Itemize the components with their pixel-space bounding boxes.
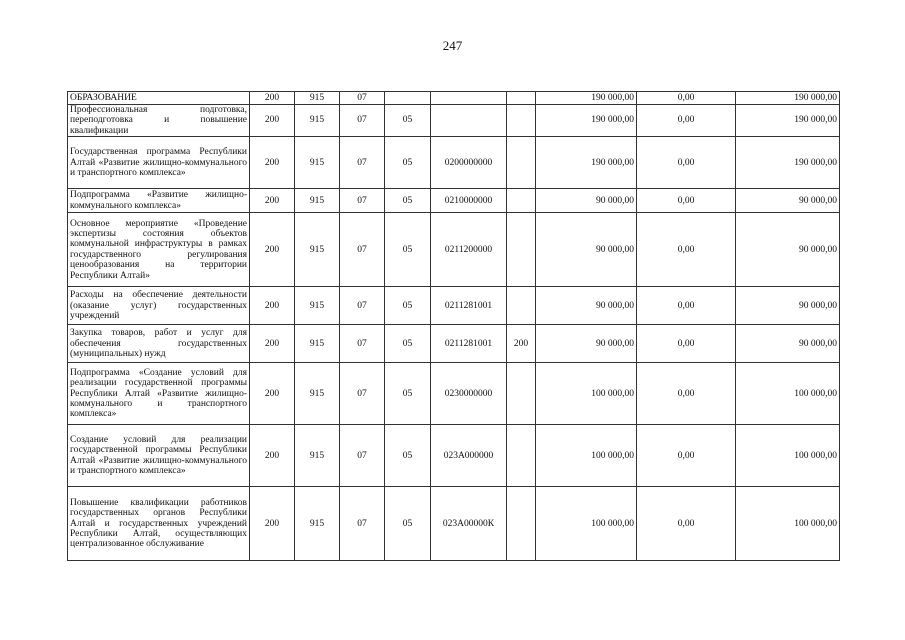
cell-subsection: 05 xyxy=(385,363,431,425)
cell-ministry: 915 xyxy=(295,487,340,561)
cell-ministry: 915 xyxy=(295,105,340,137)
cell-section: 07 xyxy=(340,189,385,213)
cell-ministry: 915 xyxy=(295,92,340,105)
cell-target: 0200000000 xyxy=(431,137,507,189)
cell-amount-3: 100 000,00 xyxy=(736,425,840,487)
cell-amount-2: 0,00 xyxy=(637,425,736,487)
cell-amount-3: 90 000,00 xyxy=(736,189,840,213)
cell-code: 200 xyxy=(250,287,295,325)
cell-code: 200 xyxy=(250,363,295,425)
cell-amount-2: 0,00 xyxy=(637,325,736,363)
row-name: Повышение квалификации работников государственных органов Республики Алтай и государственных учреждений Республики Алтай, осуществляющих централизованное обслуживание xyxy=(68,487,250,561)
cell-amount-3: 190 000,00 xyxy=(736,105,840,137)
cell-subsection: 05 xyxy=(385,325,431,363)
cell-amount-3: 90 000,00 xyxy=(736,213,840,287)
cell-amount-1: 100 000,00 xyxy=(536,363,637,425)
row-name: Основное мероприятие «Проведение экспертизы состояния объектов коммунальной инфраструктуры в рамках государственного регулирования ценообразования на территории Республики Алтай» xyxy=(68,213,250,287)
cell-code: 200 xyxy=(250,92,295,105)
row-name: Профессиональная подготовка, переподготовка и повышение квалификации xyxy=(68,105,250,137)
cell-amount-3: 190 000,00 xyxy=(736,92,840,105)
table-row xyxy=(68,487,840,561)
cell-amount-2: 0,00 xyxy=(637,105,736,137)
table-row xyxy=(68,363,840,425)
row-name: Создание условий для реализации государственной программы Республики Алтай «Развитие жилищно-коммунального и транспортного комплекса» xyxy=(68,425,250,487)
cell-ministry: 915 xyxy=(295,189,340,213)
cell-ministry: 915 xyxy=(295,137,340,189)
budget-table xyxy=(67,91,840,561)
cell-subsection: 05 xyxy=(385,425,431,487)
cell-amount-3: 190 000,00 xyxy=(736,137,840,189)
cell-amount-1: 100 000,00 xyxy=(536,425,637,487)
cell-subsection: 05 xyxy=(385,487,431,561)
cell-target: 0211281001 xyxy=(431,325,507,363)
cell-code: 200 xyxy=(250,325,295,363)
cell-ministry: 915 xyxy=(295,425,340,487)
cell-section: 07 xyxy=(340,92,385,105)
cell-expense-type xyxy=(507,137,536,189)
cell-section: 07 xyxy=(340,287,385,325)
cell-expense-type xyxy=(507,287,536,325)
cell-subsection: 05 xyxy=(385,137,431,189)
cell-expense-type xyxy=(507,213,536,287)
table-row xyxy=(68,137,840,189)
table-row xyxy=(68,325,840,363)
cell-amount-2: 0,00 xyxy=(637,137,736,189)
cell-code: 200 xyxy=(250,137,295,189)
cell-subsection: 05 xyxy=(385,105,431,137)
cell-target xyxy=(431,92,507,105)
table-row xyxy=(68,105,840,137)
cell-expense-type: 200 xyxy=(507,325,536,363)
cell-ministry: 915 xyxy=(295,287,340,325)
cell-amount-1: 190 000,00 xyxy=(536,92,637,105)
cell-subsection: 05 xyxy=(385,189,431,213)
cell-code: 200 xyxy=(250,425,295,487)
cell-amount-3: 90 000,00 xyxy=(736,287,840,325)
cell-target: 0211200000 xyxy=(431,213,507,287)
cell-section: 07 xyxy=(340,105,385,137)
cell-section: 07 xyxy=(340,425,385,487)
cell-code: 200 xyxy=(250,105,295,137)
cell-amount-1: 90 000,00 xyxy=(536,213,637,287)
cell-expense-type xyxy=(507,487,536,561)
row-name: Подпрограмма «Развитие жилищно-коммунального комплекса» xyxy=(68,189,250,213)
cell-amount-3: 100 000,00 xyxy=(736,363,840,425)
table-row xyxy=(68,92,840,105)
cell-amount-2: 0,00 xyxy=(637,487,736,561)
cell-code: 200 xyxy=(250,487,295,561)
cell-target: 023А00000К xyxy=(431,487,507,561)
cell-expense-type xyxy=(507,92,536,105)
cell-amount-1: 90 000,00 xyxy=(536,287,637,325)
table-row xyxy=(68,287,840,325)
cell-subsection xyxy=(385,92,431,105)
cell-amount-2: 0,00 xyxy=(637,213,736,287)
cell-amount-3: 100 000,00 xyxy=(736,487,840,561)
cell-target: 0230000000 xyxy=(431,363,507,425)
table-row xyxy=(68,213,840,287)
cell-amount-1: 190 000,00 xyxy=(536,105,637,137)
cell-amount-2: 0,00 xyxy=(637,189,736,213)
cell-amount-1: 90 000,00 xyxy=(536,189,637,213)
table-row xyxy=(68,425,840,487)
cell-target: 023А000000 xyxy=(431,425,507,487)
cell-amount-2: 0,00 xyxy=(637,287,736,325)
row-name: ОБРАЗОВАНИЕ xyxy=(68,92,250,105)
cell-subsection: 05 xyxy=(385,287,431,325)
cell-target xyxy=(431,105,507,137)
cell-amount-2: 0,00 xyxy=(637,363,736,425)
row-name: Государственная программа Республики Алтай «Развитие жилищно-коммунального и транспортного комплекса» xyxy=(68,137,250,189)
cell-target: 0211281001 xyxy=(431,287,507,325)
cell-subsection: 05 xyxy=(385,213,431,287)
cell-expense-type xyxy=(507,425,536,487)
cell-code: 200 xyxy=(250,189,295,213)
cell-code: 200 xyxy=(250,213,295,287)
cell-amount-3: 90 000,00 xyxy=(736,325,840,363)
page-number: 247 xyxy=(442,38,463,53)
cell-amount-1: 90 000,00 xyxy=(536,325,637,363)
cell-ministry: 915 xyxy=(295,363,340,425)
table-row xyxy=(68,189,840,213)
cell-section: 07 xyxy=(340,325,385,363)
cell-expense-type xyxy=(507,363,536,425)
cell-section: 07 xyxy=(340,137,385,189)
cell-expense-type xyxy=(507,189,536,213)
cell-section: 07 xyxy=(340,363,385,425)
row-name: Закупка товаров, работ и услуг для обеспечения государственных (муниципальных) нужд xyxy=(68,325,250,363)
cell-amount-1: 100 000,00 xyxy=(536,487,637,561)
cell-ministry: 915 xyxy=(295,325,340,363)
cell-ministry: 915 xyxy=(295,213,340,287)
cell-section: 07 xyxy=(340,487,385,561)
cell-amount-1: 190 000,00 xyxy=(536,137,637,189)
cell-expense-type xyxy=(507,105,536,137)
cell-amount-2: 0,00 xyxy=(637,92,736,105)
cell-section: 07 xyxy=(340,213,385,287)
cell-target: 0210000000 xyxy=(431,189,507,213)
row-name: Подпрограмма «Создание условий для реализации государственной программы Республики Алтай «Развитие жилищно-коммунального и транспортного комплекса» xyxy=(68,363,250,425)
row-name: Расходы на обеспечение деятельности (оказание услуг) государственных учреждений xyxy=(68,287,250,325)
